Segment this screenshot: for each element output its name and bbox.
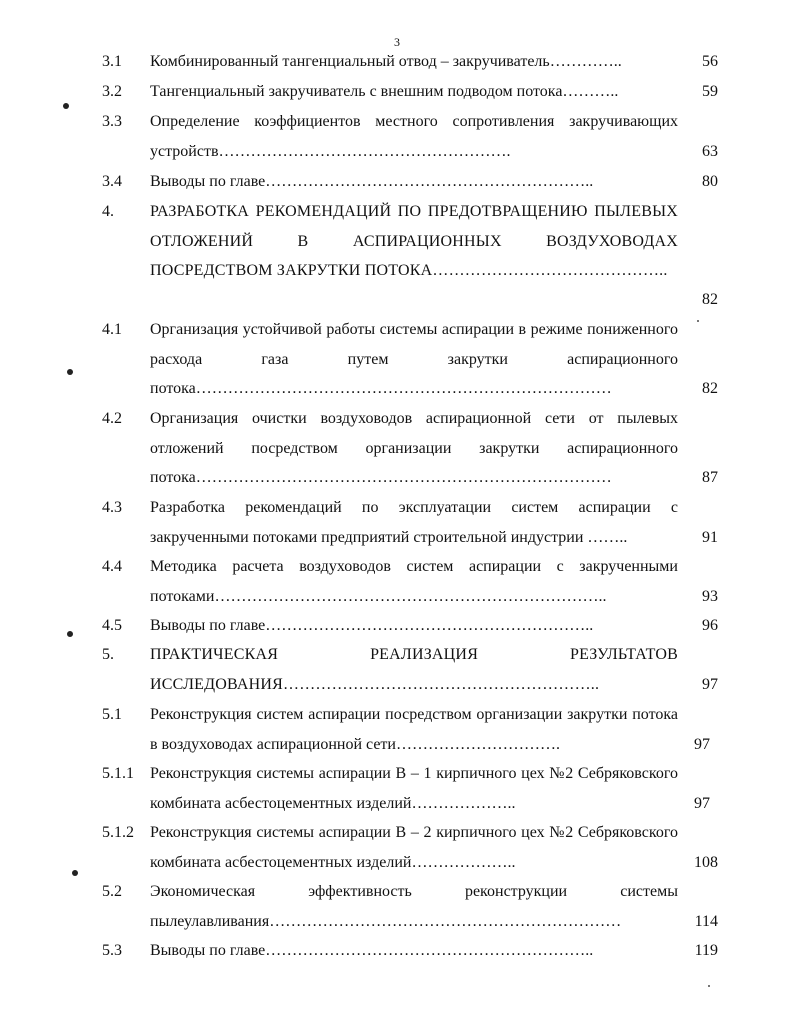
- entry-page: 119: [694, 942, 718, 959]
- entry-page: 87: [702, 469, 718, 486]
- entry-title: Разработка рекомендаций по эксплуатации систем аспирации с закрученными потоками предприятий строительной индустрии ……..: [150, 499, 678, 546]
- scan-dot: [72, 870, 78, 876]
- entry-title: Выводы по главе……………………………………………………..: [150, 942, 594, 959]
- scan-speck: [708, 985, 710, 987]
- entry-page: 91: [702, 529, 718, 546]
- entry-title: Тангенциальный закручиватель с внешним подводом потока………..: [150, 83, 619, 100]
- entry-number: 4.1: [102, 321, 122, 338]
- entry-number: 5.1: [102, 706, 122, 723]
- entry-number: 4.4: [102, 558, 122, 575]
- entry-number: 3.1: [102, 53, 122, 70]
- entry-title: Выводы по главе……………………………………………………..: [150, 173, 594, 190]
- entry-number: 4.2: [102, 410, 122, 427]
- entry-title: Реконструкция системы аспирации В – 1 кирпичного цех №2 Себряковского комбината асбестоцементных изделий………………..: [150, 765, 678, 812]
- entry-page: 97: [694, 736, 710, 753]
- entry-number: 5.1.2: [102, 824, 134, 841]
- entry-title: Организация устойчивой работы системы аспирации в режиме пониженного расхода газа путем закрутки аспирационного потока……………………………………………………………………: [150, 321, 678, 397]
- entry-page: 114: [694, 913, 718, 930]
- scan-dot: [67, 631, 73, 637]
- entry-title: Определение коэффициентов местного сопротивления закручивающих устройств……………………………………………….: [150, 113, 678, 160]
- entry-page: 63: [702, 143, 718, 160]
- entry-page: 82: [702, 291, 718, 308]
- entry-number: 5.: [102, 646, 114, 663]
- entry-page: 96: [702, 617, 718, 634]
- entry-title: Реконструкция систем аспирации посредством организации закрутки потока в воздуховодах аспирационной сети………………………….: [150, 706, 678, 753]
- scan-dot: [63, 103, 69, 109]
- entry-page: 97: [694, 795, 710, 812]
- entry-number: 5.2: [102, 883, 122, 900]
- entry-title: РАЗРАБОТКА РЕКОМЕНДАЦИЙ ПО ПРЕДОТВРАЩЕНИЮ ПЫЛЕВЫХ ОТЛОЖЕНИЙ В АСПИРАЦИОННЫХ ВОЗДУХОВОДАХ ПОСРЕДСТВОМ ЗАКРУТКИ ПОТОКА……………………………………..: [150, 203, 678, 279]
- entry-title: Методика расчета воздуховодов систем аспирации с закрученными потоками………………………………………………………………..: [150, 558, 678, 605]
- entry-number: 5.3: [102, 942, 122, 959]
- entry-page: 59: [702, 83, 718, 100]
- entry-title: Экономическая эффективность реконструкции системы пылеулавливания…………………………………………………………: [150, 883, 678, 930]
- entry-number: 5.1.1: [102, 765, 134, 782]
- entry-page: 56: [702, 53, 718, 70]
- entry-number: 3.3: [102, 113, 122, 130]
- entry-title: Организация очистки воздуховодов аспирационной сети от пылевых отложений посредством организации закрутки аспирационного потока……………………………………………………………………: [150, 410, 678, 486]
- entry-number: 4.: [102, 203, 114, 220]
- entry-page: 82: [702, 380, 718, 397]
- entry-number: 3.2: [102, 83, 122, 100]
- scan-dot: [67, 369, 73, 375]
- entry-page: 80: [702, 173, 718, 190]
- entry-page: 108: [694, 854, 718, 871]
- entry-title: ПРАКТИЧЕСКАЯ РЕАЛИЗАЦИЯ РЕЗУЛЬТАТОВ ИССЛЕДОВАНИЯ…………………………………………………..: [150, 646, 678, 693]
- entry-title: Комбинированный тангенциальный отвод – закручиватель…………..: [150, 53, 622, 70]
- entry-title: Выводы по главе……………………………………………………..: [150, 617, 594, 634]
- entry-title: Реконструкция системы аспирации В – 2 кирпичного цех №2 Себряковского комбината асбестоцементных изделий………………..: [150, 824, 678, 871]
- entry-number: 3.4: [102, 173, 122, 190]
- entry-page: 93: [702, 588, 718, 605]
- entry-number: 4.5: [102, 617, 122, 634]
- entry-page: 97: [702, 676, 718, 693]
- entry-number: 4.3: [102, 499, 122, 516]
- page-number: 3: [394, 35, 400, 49]
- scan-speck: [697, 320, 699, 322]
